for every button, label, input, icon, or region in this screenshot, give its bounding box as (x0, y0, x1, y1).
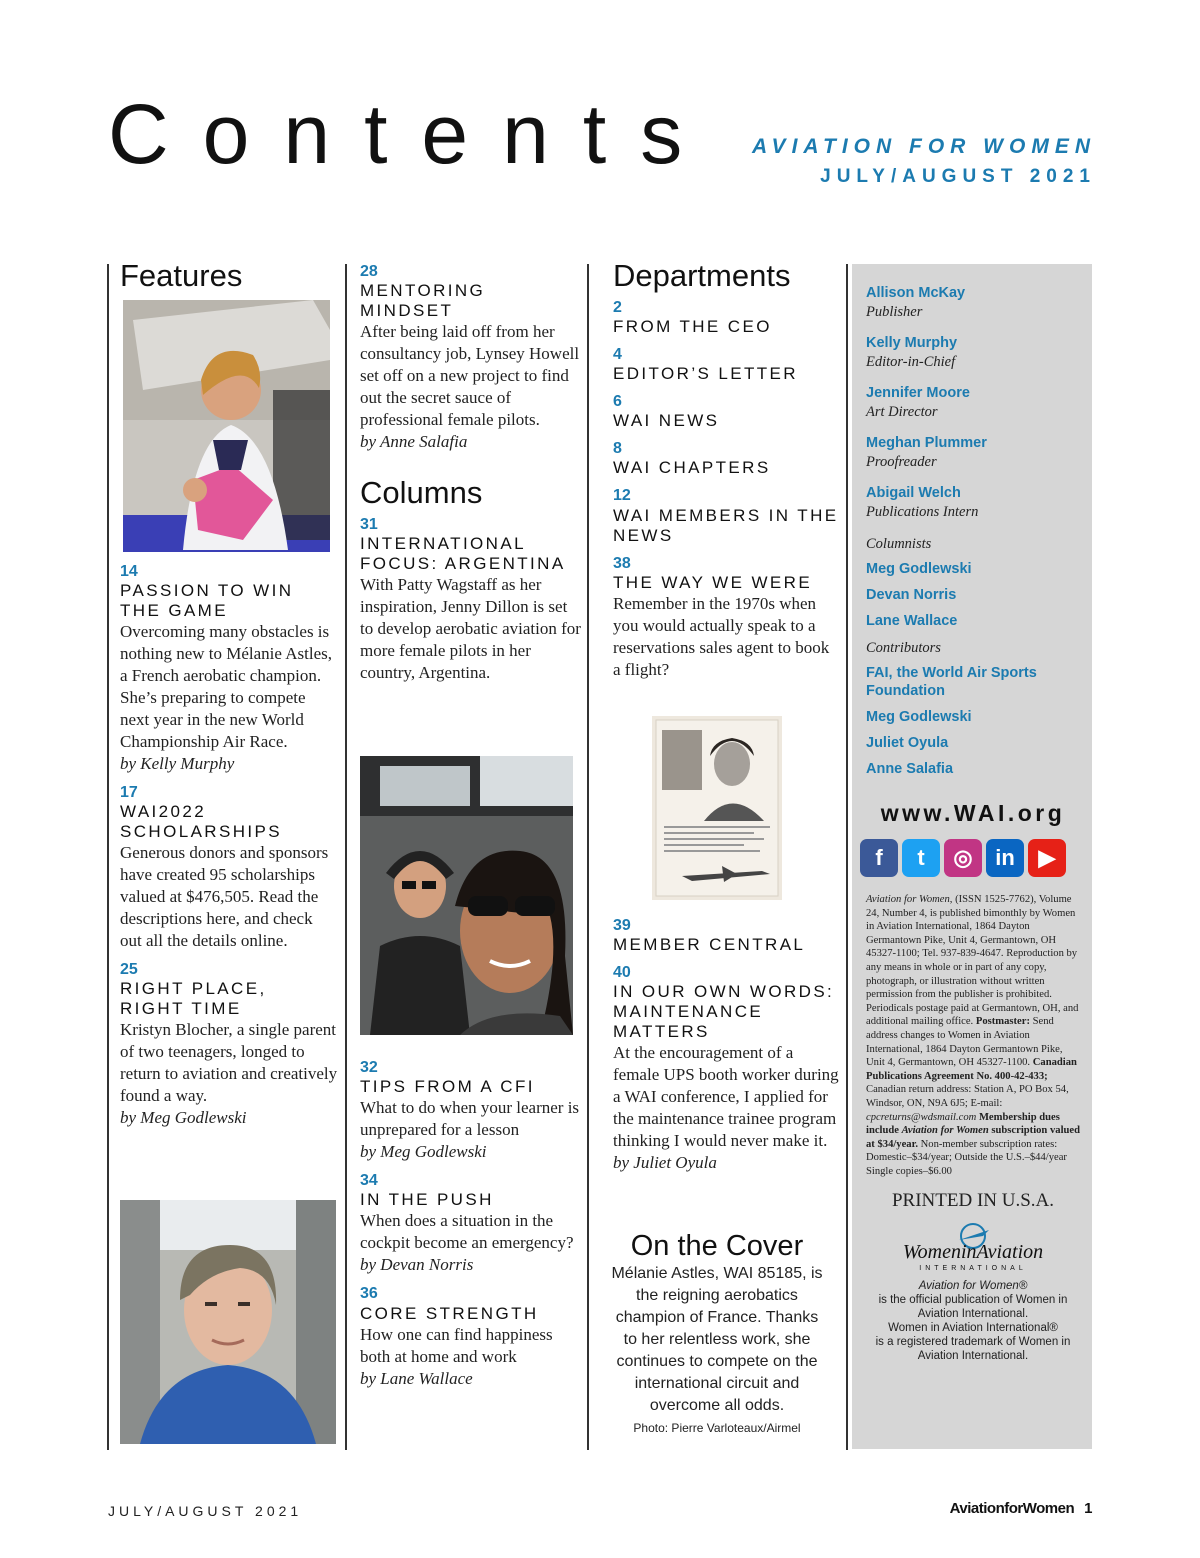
columns-list (360, 1058, 582, 1398)
footer-issue: JULY/AUGUST 2021 (108, 1503, 303, 1519)
linkedin-icon[interactable]: in (986, 839, 1024, 877)
column-divider (846, 264, 848, 1450)
page-number: 25 (120, 961, 138, 979)
article-description: How one can find happiness both at home and work (360, 1324, 553, 1366)
staff-name: Jennifer Moore (866, 385, 970, 401)
article-description: At the encouragement of a female UPS booth worker during a WAI conference, I applied for the maintenance trainee program thinking I would never make it. (613, 1043, 839, 1151)
on-the-cover (608, 1230, 826, 1435)
column-photo-cockpit[interactable] (360, 756, 573, 1035)
membership-note: Membership dues include Aviation for Women subscription valued at $34/year. (866, 1111, 1080, 1150)
list-item[interactable] (120, 960, 338, 1129)
staff-box (852, 264, 1092, 1449)
masthead (752, 132, 1096, 192)
columnists-label: Columnists (866, 536, 932, 552)
staff-role: Publisher (866, 304, 923, 320)
page-number: 38 (613, 554, 631, 572)
list-item[interactable] (613, 916, 839, 955)
fine-print-text: Non-member subscription rates: Domestic–$34/year; Outside the U.S.–$44/year Single copies–$6.00 (866, 1138, 1067, 1177)
list-item[interactable] (613, 486, 839, 545)
list-item[interactable] (613, 345, 839, 384)
social-icons (860, 839, 1080, 877)
article-description: Kristyn Blocher, a single parent of two teenagers, longed to return to aviation and creatively found a way. (120, 1020, 338, 1106)
wai-note: Aviation for Women® is the official publication of Women in Aviation International. Women in Aviation International® is a registered trademark of Women in Aviation International. (875, 1280, 1071, 1363)
cover-heading: On the Cover (630, 1230, 804, 1262)
feature-photo-pilot[interactable] (123, 300, 330, 552)
article-byline: by Meg Godlewski (360, 1142, 487, 1162)
page-number-footer: 1 (1084, 1500, 1092, 1517)
staff-role: Editor-in-Chief (866, 354, 956, 370)
article-byline: by Juliet Oyula (613, 1153, 717, 1173)
staff-member (866, 484, 1080, 522)
article-title: FROM THE CEO (613, 316, 772, 336)
page-number: 40 (613, 964, 631, 982)
staff-name: Allison McKay (866, 285, 966, 301)
article-description: When does a situation in the cockpit become an emergency? (360, 1211, 574, 1253)
staff-name: Meghan Plummer (866, 435, 987, 451)
page-number: 4 (613, 345, 622, 363)
page-number: 8 (613, 440, 622, 458)
twitter-icon[interactable]: t (902, 839, 940, 877)
instagram-icon[interactable]: ◎ (944, 839, 982, 877)
cover-description: Mélanie Astles, WAI 85185, is the reigning aerobatics champion of France. Thanks to her relentless work, she continues to compete on the international circuit and overcome all odds. (611, 1265, 823, 1414)
columns-column (360, 262, 582, 692)
feature-photo-selfie[interactable] (120, 1200, 336, 1444)
page-number: 14 (120, 562, 138, 580)
article-title: MENTORING MINDSET (360, 281, 486, 321)
vintage-ad-image[interactable] (652, 716, 782, 900)
staff-member (866, 284, 1080, 322)
features-list (120, 562, 338, 1130)
article-title: WAI CHAPTERS (613, 458, 771, 478)
article-byline: by Kelly Murphy (120, 753, 235, 773)
page-number: 12 (613, 487, 631, 505)
article-byline: by Meg Godlewski (120, 1108, 247, 1128)
departments-column (613, 258, 839, 689)
wai-logo-text: WomeninAviation (902, 1241, 1044, 1264)
features-heading: Features (120, 258, 243, 293)
page-number: 34 (360, 1172, 378, 1190)
return-email: cpcreturns@wdsmail.com (866, 1111, 977, 1123)
article-description: What to do when your learner is unprepared for a lesson (360, 1098, 580, 1140)
website-link[interactable]: www.WAI.org (880, 800, 1066, 826)
printed-in-usa: PRINTED IN U.S.A. (891, 1190, 1055, 1212)
issue-date: JULY/AUGUST 2021 (820, 166, 1096, 187)
article-title: THE WAY WE WERE (613, 572, 813, 592)
list-item[interactable] (613, 392, 839, 431)
article-title: IN THE PUSH (360, 1190, 494, 1210)
list-item[interactable] (613, 439, 839, 478)
column-divider (107, 264, 109, 1450)
contributor-name: Anne Salafia (866, 761, 954, 777)
list-item[interactable] (120, 562, 338, 775)
page-number: 28 (360, 263, 378, 280)
contributor-name: Juliet Oyula (866, 735, 949, 751)
staff-list (866, 284, 1080, 522)
article-byline: by Anne Salafia (360, 432, 468, 452)
list-item[interactable] (613, 963, 839, 1174)
staff-member (866, 334, 1080, 372)
footer-brand (950, 1500, 1092, 1517)
list-item[interactable] (360, 262, 582, 453)
staff-name: Kelly Murphy (866, 335, 958, 351)
article-title: EDITOR’S LETTER (613, 364, 798, 384)
features-column (120, 258, 338, 1137)
fine-print-text: (ISSN 1525-7762), Volume 24, Number 4, is published bimonthly by Women in Aviation International, 1864 Dayton Germantown Pike, Unit 4, Germantown, OH 45327-1100; Tel. 937-839-4647. Reproduction by any means in whole or in part of any copy, photograph, or illustration without written permission from the publisher is prohibited. Periodicals postage paid at Germantown, OH, and additional mailing office. (866, 894, 1079, 1028)
list-item[interactable] (360, 1171, 582, 1276)
contributors-label: Contributors (866, 640, 941, 656)
article-title: CORE STRENGTH (360, 1303, 539, 1323)
list-item[interactable] (360, 515, 582, 684)
postmaster-label: Postmaster: (975, 1016, 1030, 1028)
departments-list-2 (613, 916, 839, 1182)
wai-logo-sub: INTERNATIONAL (919, 1265, 1027, 1273)
columnist-name: Meg Godlewski (866, 561, 972, 577)
departments-heading: Departments (613, 258, 791, 293)
list-item[interactable] (360, 1058, 582, 1163)
article-byline: by Devan Norris (360, 1255, 474, 1275)
magazine-name: AVIATION FOR WOMEN (751, 135, 1096, 158)
article-title: WAI MEMBERS IN THE NEWS (613, 505, 839, 545)
contributor-name: FAI, the World Air Sports Foundation (866, 665, 1037, 699)
fine-print-text: Send address changes to Women in Aviation International, 1864 Dayton Germantown Pike, Unit 4, Germantown, OH 45327-1100. (866, 1016, 1063, 1069)
column-divider (587, 264, 589, 1450)
list-item[interactable] (613, 554, 839, 681)
article-description: Remember in the 1970s when you would actually speak to a reservations sales agent to book a flight? (613, 593, 830, 679)
list-item[interactable] (613, 298, 839, 337)
page-title: Contents (108, 87, 717, 181)
wai-logo (866, 1218, 1080, 1279)
article-description: Generous donors and sponsors have created 95 scholarships valued at $476,505. Read the descriptions here, and check out all the details online. (120, 843, 329, 951)
staff-role: Proofreader (866, 454, 937, 470)
article-description: Overcoming many obstacles is nothing new to Mélanie Astles, a French aerobatic champion. She’s preparing to compete next year in the new World Championship Air Race. (120, 621, 333, 751)
photo-credit: Photo: Pierre Varloteaux/Airmel (633, 1421, 801, 1435)
article-title: WAI NEWS (613, 411, 720, 431)
article-title: MEMBER CENTRAL (613, 935, 806, 955)
canadian-agreement-label: Canadian Publications Agreement No. 400-42-433; (866, 1057, 1077, 1082)
contributor-name: Meg Godlewski (866, 709, 972, 725)
page-number: 32 (360, 1059, 378, 1076)
article-title: RIGHT PLACE, RIGHT TIME (120, 979, 267, 1019)
article-description: After being laid off from her consultancy job, Lynsey Howell set off on a new project to find out the secret sauce of professional female pilots. (360, 322, 580, 430)
youtube-icon[interactable]: ▶ (1028, 839, 1066, 877)
article-description: With Patty Wagstaff as her inspiration, Jenny Dillon is set to develop aerobatic aviation for more female pilots in her country, Argentina. (360, 575, 581, 683)
page-number: 39 (613, 917, 631, 934)
footer-brand-name: AviationforWomen (949, 1500, 1075, 1517)
staff-role: Publications Intern (866, 504, 979, 520)
page-number: 6 (613, 393, 622, 411)
staff-member (866, 434, 1080, 472)
page-number: 31 (360, 515, 378, 533)
fine-print-text: Canadian return address: Station A, PO Box 54, Windsor, ON, N9A 6J5; E-mail: (866, 1084, 1069, 1109)
page-number: 36 (360, 1285, 378, 1303)
staff-member (866, 384, 1080, 422)
staff-name: Abigail Welch (866, 485, 961, 501)
article-byline: by Lane Wallace (360, 1368, 473, 1388)
list-item[interactable] (360, 1284, 582, 1389)
article-title: INTERNATIONAL FOCUS: ARGENTINA (360, 534, 566, 574)
fine-print-title: Aviation for Women, (866, 894, 953, 905)
columns-heading: Columns (360, 475, 483, 511)
facebook-icon[interactable]: f (860, 839, 898, 877)
page-number: 2 (613, 298, 622, 316)
columnist-name: Devan Norris (866, 587, 957, 603)
columnist-name: Lane Wallace (866, 613, 958, 629)
column-divider (345, 264, 347, 1450)
article-title: IN OUR OWN WORDS: MAINTENANCE MATTERS (613, 982, 835, 1042)
article-title: PASSION TO WIN THE GAME (120, 580, 294, 620)
staff-role: Art Director (866, 404, 938, 420)
list-item[interactable] (120, 783, 338, 952)
article-title: TIPS FROM A CFI (360, 1077, 535, 1097)
publication-fine-print (866, 893, 1080, 1178)
article-title: WAI2022 SCHOLARSHIPS (120, 802, 283, 842)
page-number: 17 (120, 783, 138, 801)
